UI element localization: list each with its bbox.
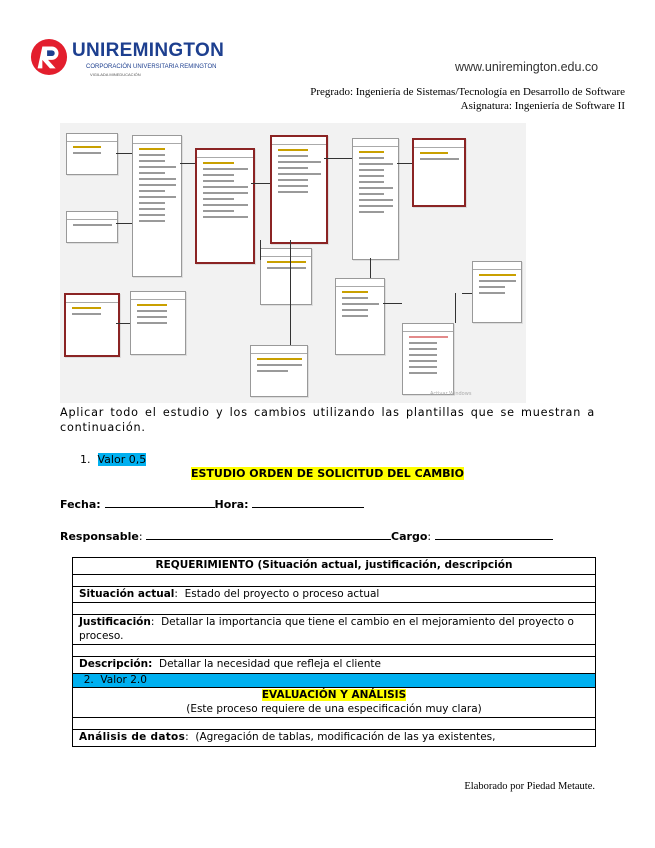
er-table	[66, 133, 118, 175]
evaluacion-title: EVALUACIÓN Y ANÁLISIS	[261, 689, 407, 701]
er-table	[270, 135, 328, 244]
intro-paragraph: Aplicar todo el estudio y los cambios utilizando las plantillas que se muestran a continuación.	[60, 406, 595, 434]
er-table	[472, 261, 522, 323]
table-gap-row	[73, 574, 596, 586]
section2-value: Valor 2.0	[100, 673, 147, 686]
justificacion-cell[interactable]: Justificación: Detallar la importancia que tiene el cambio en el mejoramiento del proyecto o proceso.	[73, 615, 596, 645]
er-table	[402, 323, 454, 395]
uniremington-logo-icon	[30, 38, 68, 76]
hora-field[interactable]	[252, 498, 364, 508]
situacion-text: Estado del proyecto o proceso actual	[184, 587, 380, 600]
requirement-table	[72, 557, 596, 747]
responsable-field[interactable]	[146, 530, 391, 540]
responsable-label: Responsable	[60, 530, 139, 543]
er-table	[195, 148, 255, 264]
er-table	[66, 211, 118, 243]
logo-name: UNIREMINGTON	[72, 40, 225, 61]
situacion-label: Situación actual	[79, 587, 175, 600]
er-table	[250, 345, 308, 397]
er-table	[352, 138, 399, 260]
analisis-cell[interactable]: Análisis de datos: (Agregación de tablas, modificación de las ya existentes,	[73, 730, 596, 747]
er-table	[130, 291, 186, 355]
fecha-hora-row	[60, 498, 364, 511]
cargo-field[interactable]	[435, 530, 553, 540]
er-table	[64, 293, 120, 357]
logo-subtitle: CORPORACIÓN UNIVERSITARIA REMINGTON	[86, 64, 217, 70]
responsable-cargo-row: Responsable: Cargo:	[60, 530, 553, 543]
table-gap-row	[73, 718, 596, 730]
table-header: REQUERIMIENTO (Situación actual, justificación, descripción	[155, 559, 513, 571]
er-table	[260, 248, 312, 305]
cargo-label: Cargo	[391, 530, 428, 543]
table-gap-row	[73, 603, 596, 615]
situacion-cell[interactable]: Situación actual: Estado del proyecto o proceso actual	[73, 586, 596, 603]
er-table	[132, 135, 182, 277]
descripcion-text: Detallar la necesidad que refleja el cliente	[159, 658, 382, 670]
site-url[interactable]: www.uniremington.edu.co	[455, 60, 599, 74]
section1-number: 1.	[80, 453, 91, 466]
author-credit: Elaborado por Piedad Metaute.	[464, 781, 595, 792]
hora-label: Hora:	[214, 498, 249, 511]
section1-title: ESTUDIO ORDEN DE SOLICITUD DEL CAMBIO	[190, 467, 465, 480]
subject-line: Asignatura: Ingeniería de Software II	[460, 100, 625, 112]
table-gap-row	[73, 645, 596, 657]
section2-row	[73, 673, 596, 688]
analisis-text: (Agregación de tablas, modificación de las ya existentes,	[195, 731, 496, 743]
fecha-label: Fecha:	[60, 498, 101, 511]
evaluacion-note: (Este proceso requiere de una especificación muy clara)	[186, 702, 482, 715]
er-diagram-image	[60, 123, 526, 403]
section1-title-wrap	[0, 467, 655, 480]
descripcion-cell[interactable]	[73, 657, 596, 674]
logo-tagline: VIGILADA MINEDUCACIÓN	[90, 72, 141, 77]
evaluacion-cell	[73, 688, 596, 718]
er-table	[412, 138, 466, 207]
justificacion-text: Detallar la importancia que tiene el cambio en el mejoramiento del proyecto o proceso.	[79, 616, 574, 642]
program-line: Pregrado: Ingeniería de Sistemas/Tecnología en Desarrollo de Software	[310, 86, 625, 98]
analisis-label: Análisis de datos	[79, 731, 186, 743]
fecha-field[interactable]	[105, 498, 215, 508]
windows-watermark: Activar Windows	[430, 391, 472, 397]
section2-number: 2.	[83, 673, 94, 686]
section1-value: Valor 0,5	[97, 453, 147, 466]
table-header-cell	[73, 558, 596, 575]
section1-item	[80, 453, 146, 466]
justificacion-label: Justificación	[79, 616, 151, 628]
descripcion-label: Descripción:	[79, 658, 153, 670]
er-table	[335, 278, 385, 355]
